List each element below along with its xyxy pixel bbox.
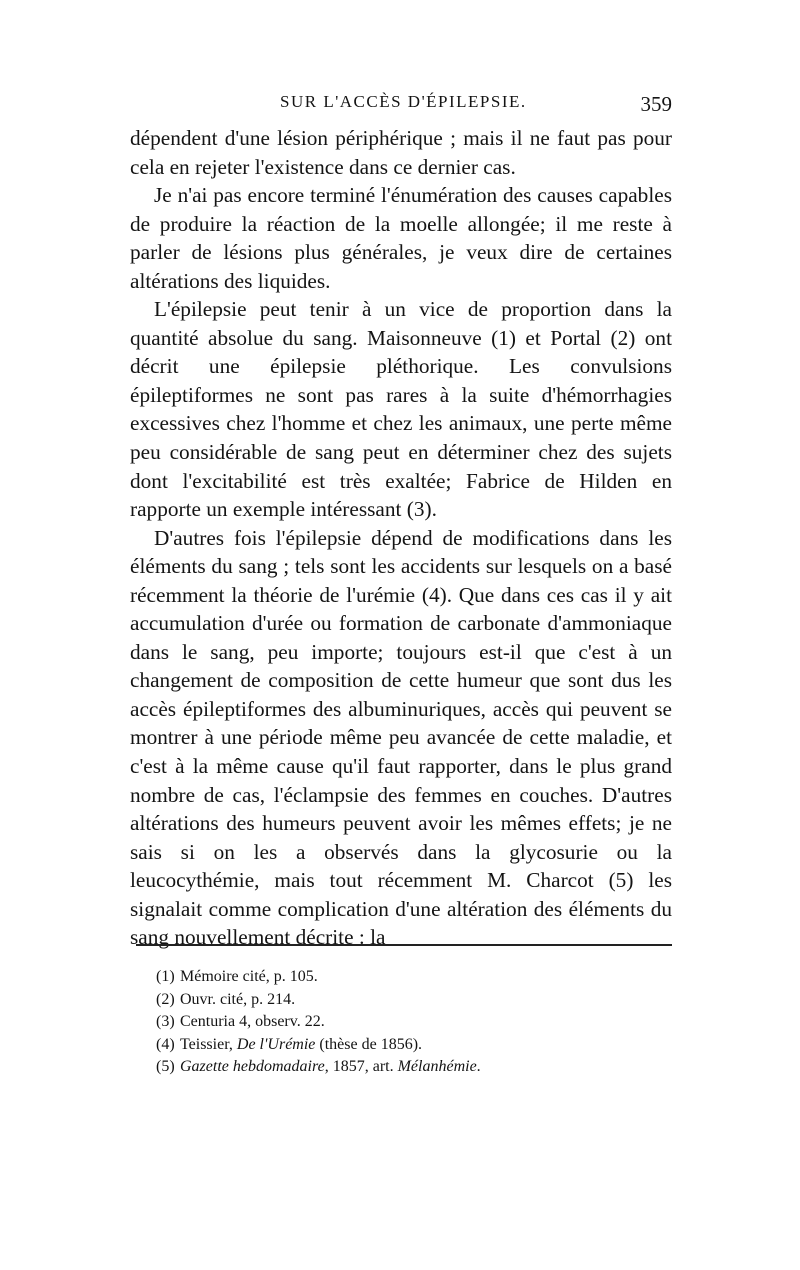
footnote-text: . [476, 1058, 481, 1075]
paragraph: dépendent d'une lésion périphérique ; mais il ne faut pas pour cela en rejeter l'existence dans ce dernier cas. [130, 126, 672, 179]
footnote-5 [156, 1056, 656, 1079]
page-number: 359 [640, 92, 672, 116]
page-header [130, 92, 672, 116]
paragraph: D'autres fois l'épilepsie dépend de modifications dans les éléments du sang ; tels sont les accidents sur lesquels on a basé récemment la théorie de l'urémie (4). Que dans ces cas il y ait accumulation d'urée ou formation de carbonate d'ammoniaque dans le sang, peu importe; toujours est-il que c'est à un changement de composition de cette humeur que sont dus les accès épileptiformes des albuminuriques, accès qui peuvent se montrer à une période même peu avancée de cette maladie, et c'est à la même cause qu'il faut rapporter, dans le plus grand nombre de cas, l'éclampsie des femmes en couches. D'autres altérations des humeurs peuvent avoir les mêmes effets; je ne sais si on les a observés dans la glycosurie ou la leucocythémie, mais tout récemment M. Charcot (5) les signalait comme complication d'une altération des éléments du sang nouvellement décrite : la [130, 525, 672, 950]
paragraph: Je n'ai pas encore terminé l'énumération des causes capables de produire la réaction de la moelle allongée; il me reste à parler de lésions plus générales, je veux dire de certaines altérations des liquides. [130, 183, 672, 293]
footnote-number: (4) [156, 1035, 175, 1053]
footnotes [156, 966, 656, 1079]
footnote-text: (thèse de 1856). [315, 1035, 423, 1053]
footnote-1 [156, 966, 656, 989]
footnote-text: Teissier, [180, 1035, 237, 1053]
footnote-number: (1) [156, 968, 175, 985]
footnote-text: , 1857, art. [324, 1058, 398, 1075]
footnote-rule [136, 944, 672, 946]
footnote-2 [156, 989, 656, 1012]
footnote-3 [156, 1011, 656, 1034]
footnote-4 [156, 1034, 656, 1057]
footnote-text: Centuria 4, observ. 22. [180, 1013, 325, 1030]
footnote-title: Gazette hebdomadaire [180, 1058, 325, 1075]
paragraph: L'épilepsie peut tenir à un vice de proportion dans la quantité absolue du sang. Maisonneuve (1) et Portal (2) ont décrit une épilepsie pléthorique. Les convulsions épileptiformes ne sont pas rares à la suite d'hémorrhagies excessives chez l'homme et chez les animaux, une perte même peu considérable de sang peut en déterminer chez des sujets dont l'excitabilité est très exaltée; Fabrice de Hilden en rapporte un exemple intéressant (3). [130, 297, 672, 522]
footnote-title: Mélanhémie [397, 1058, 477, 1075]
footnote-text: Ouvr. cité, p. 214. [180, 990, 296, 1008]
footnote-title: De l'Urémie [236, 1035, 316, 1053]
footnote-number: (5) [156, 1058, 175, 1075]
running-title: SUR L'ACCÈS D'ÉPILEPSIE. [280, 92, 527, 111]
footnote-text: Mémoire cité, p. 105. [180, 968, 318, 985]
footnote-number: (2) [156, 990, 175, 1008]
footnote-number: (3) [156, 1013, 175, 1030]
body-text [130, 124, 672, 952]
